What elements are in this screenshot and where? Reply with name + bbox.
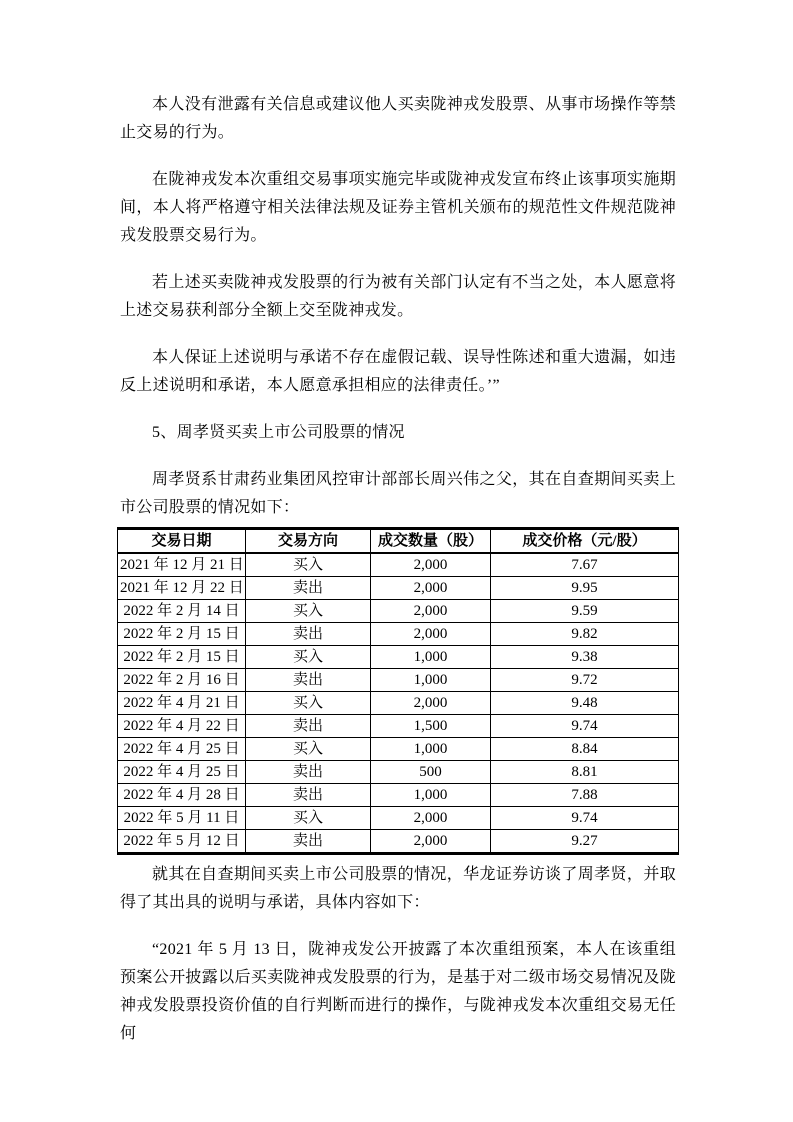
table-cell-price: 8.81 (491, 761, 679, 784)
table-cell-price: 8.84 (491, 738, 679, 761)
table-cell-price: 9.95 (491, 577, 679, 600)
page-content (120, 91, 676, 1048)
table-cell-direction: 卖出 (246, 669, 371, 692)
table-row (118, 830, 679, 854)
table-cell-price: 9.38 (491, 646, 679, 669)
table-cell-price: 9.48 (491, 692, 679, 715)
table-cell-trade-date: 2022 年 4 月 25 日 (118, 761, 246, 784)
table-cell-direction: 卖出 (246, 761, 371, 784)
table-cell-direction: 买入 (246, 692, 371, 715)
paragraph-commitment-4: 本人保证上述说明与承诺不存在虚假记载、误导性陈述和重大遗漏，如违反上述说明和承诺，本人愿意承担相应的法律责任。’” (120, 349, 676, 394)
table-cell-trade-date: 2022 年 2 月 14 日 (118, 600, 246, 623)
table-cell-trade-date: 2021 年 12 月 22 日 (118, 577, 246, 600)
table-cell-direction: 买入 (246, 646, 371, 669)
table-cell-price: 9.59 (491, 600, 679, 623)
table-row (118, 553, 679, 577)
table-cell-trade-date: 2022 年 4 月 22 日 (118, 715, 246, 738)
table-cell-price: 9.74 (491, 715, 679, 738)
paragraph-table-intro: 周孝贤系甘肃药业集团风控审计部部长周兴伟之父，其在自查期间买卖上市公司股票的情况如下： (120, 471, 676, 516)
table-cell-trade-date: 2022 年 5 月 12 日 (118, 830, 246, 854)
table-cell-direction: 卖出 (246, 715, 371, 738)
table-row (118, 646, 679, 669)
table-cell-volume: 2,000 (371, 807, 491, 830)
table-cell-volume: 1,000 (371, 784, 491, 807)
table-row (118, 692, 679, 715)
table-cell-volume: 2,000 (371, 692, 491, 715)
table-cell-direction: 买入 (246, 553, 371, 577)
table-cell-volume: 1,000 (371, 646, 491, 669)
table-cell-volume: 1,000 (371, 738, 491, 761)
table-cell-trade-date: 2022 年 5 月 11 日 (118, 807, 246, 830)
section-heading: 5、周孝贤买卖上市公司股票的情况 (152, 424, 405, 441)
table-row (118, 738, 679, 761)
table-cell-trade-date: 2022 年 4 月 25 日 (118, 738, 246, 761)
table-cell-price: 9.82 (491, 623, 679, 646)
paragraph-commitment-1: 本人没有泄露有关信息或建议他人买卖陇神戎发股票、从事市场操作等禁止交易的行为。 (120, 96, 676, 141)
table-cell-price: 9.27 (491, 830, 679, 854)
paragraph-commitment-2: 在陇神戎发本次重组交易事项实施完毕或陇神戎发宣布终止该事项实施期间，本人将严格遵守相关法律法规及证券主管机关颁布的规范性文件规范陇神戎发股票交易行为。 (120, 171, 676, 244)
table-cell-trade-date: 2022 年 2 月 15 日 (118, 646, 246, 669)
table-cell-volume: 500 (371, 761, 491, 784)
table-cell-direction: 买入 (246, 738, 371, 761)
table-row (118, 784, 679, 807)
table-row (118, 623, 679, 646)
table-cell-direction: 卖出 (246, 784, 371, 807)
table-cell-volume: 1,000 (371, 669, 491, 692)
table-row (118, 807, 679, 830)
table-cell-direction: 买入 (246, 600, 371, 623)
table-cell-price: 9.74 (491, 807, 679, 830)
table-cell-direction: 卖出 (246, 577, 371, 600)
column-header-direction: 交易方向 (246, 529, 371, 554)
paragraph-commitment-3: 若上述买卖陇神戎发股票的行为被有关部门认定有不当之处，本人愿意将上述交易获利部分全额上交至陇神戎发。 (120, 274, 676, 319)
table-row (118, 761, 679, 784)
table-cell-volume: 2,000 (371, 600, 491, 623)
table-cell-direction: 买入 (246, 807, 371, 830)
table-cell-volume: 2,000 (371, 623, 491, 646)
column-header-trade-date: 交易日期 (118, 529, 246, 554)
table-cell-price: 9.72 (491, 669, 679, 692)
table-cell-price: 7.88 (491, 784, 679, 807)
table-cell-volume: 1,500 (371, 715, 491, 738)
paragraph-after-table: 就其在自查期间买卖上市公司股票的情况，华龙证券访谈了周孝贤，并取得了其出具的说明与承诺，具体内容如下： (120, 866, 676, 911)
table-cell-price: 7.67 (491, 553, 679, 577)
table-row (118, 600, 679, 623)
table-cell-trade-date: 2022 年 4 月 21 日 (118, 692, 246, 715)
table-cell-trade-date: 2022 年 4 月 28 日 (118, 784, 246, 807)
table-cell-direction: 卖出 (246, 830, 371, 854)
trade-table-body (118, 553, 679, 854)
paragraph-statement: “2021 年 5 月 13 日，陇神戎发公开披露了本次重组预案，本人在该重组预案公开披露以后买卖陇神戎发股票的行为，是基于对二级市场交易情况及陇神戎发股票投资价值的自行判断而进行的操作，与陇神戎发本次重组交易无任何 (120, 941, 676, 1042)
table-row (118, 669, 679, 692)
table-row (118, 577, 679, 600)
table-row (118, 715, 679, 738)
table-cell-volume: 2,000 (371, 553, 491, 577)
table-cell-volume: 2,000 (371, 577, 491, 600)
trade-table (117, 527, 679, 855)
table-cell-trade-date: 2022 年 2 月 16 日 (118, 669, 246, 692)
column-header-price: 成交价格（元/股） (491, 529, 679, 554)
table-header-row (118, 529, 679, 554)
table-cell-direction: 卖出 (246, 623, 371, 646)
table-cell-trade-date: 2021 年 12 月 21 日 (118, 553, 246, 577)
table-cell-trade-date: 2022 年 2 月 15 日 (118, 623, 246, 646)
column-header-volume: 成交数量（股） (371, 529, 491, 554)
table-cell-volume: 2,000 (371, 830, 491, 854)
